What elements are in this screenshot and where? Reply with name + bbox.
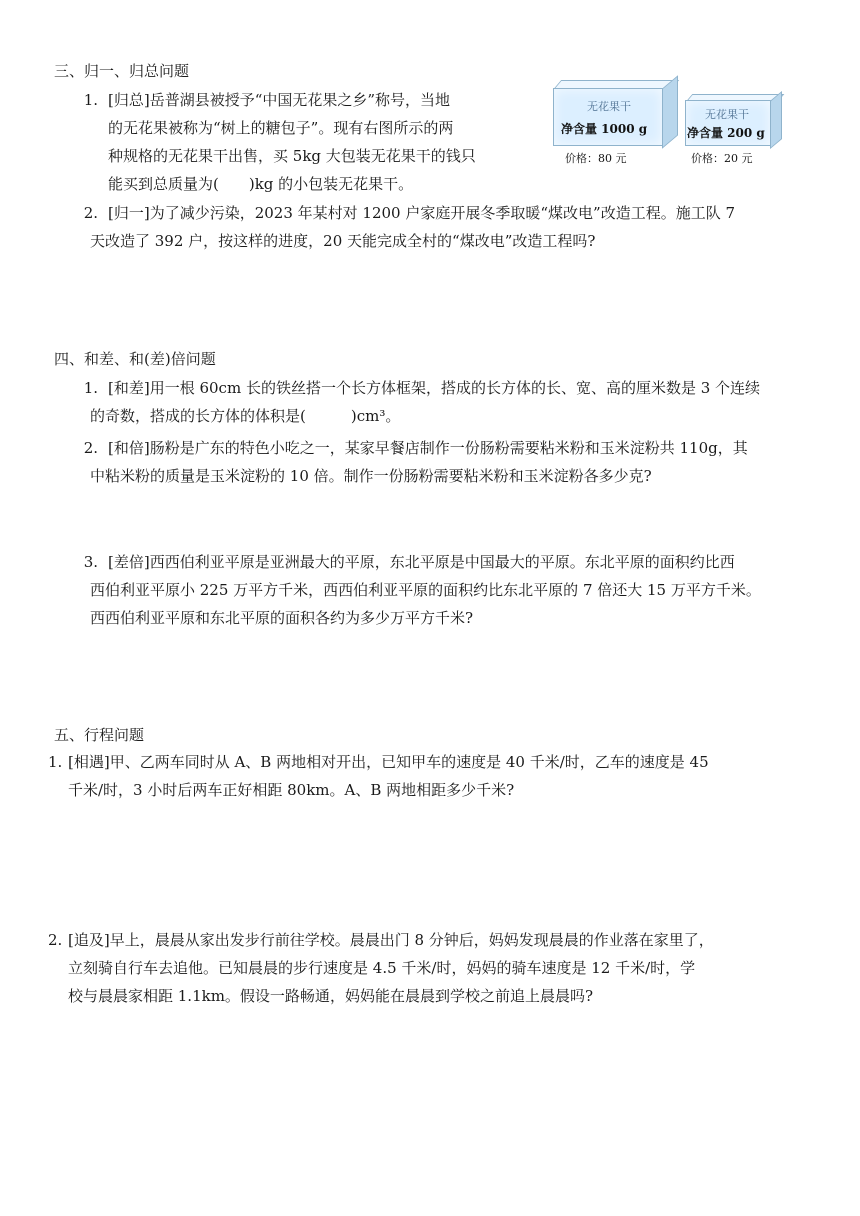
- small-package-weight: 净含量 200 g: [687, 126, 765, 140]
- question-number: 2.: [83, 204, 98, 222]
- question-line: 的奇数，搭成的长方体的体积是( )cm³。: [90, 407, 401, 425]
- question-line: 校与晨晨家相距 1.1km。假设一路畅通，妈妈能在晨晨到学校之前追上晨晨吗?: [68, 987, 593, 1005]
- question-text: [68, 748, 828, 804]
- question-line: [归总]岳普湖县被授予“中国无花果之乡”称号，当地: [108, 91, 451, 109]
- question-line: [差倍]西西伯利亚平原是亚洲最大的平原，东北平原是中国最大的平原。东北平原的面积约比西: [108, 553, 735, 571]
- product-illustration: [553, 80, 793, 170]
- question-line: 西伯利亚平原小 225 万平方千米，西西伯利亚平原的面积约比东北平原的 7 倍还大 15 万平方千米。: [90, 581, 761, 599]
- question-line: 的无花果被称为“树上的糖包子”。现有右图所示的两: [108, 119, 454, 137]
- question-4-2: [0, 434, 860, 494]
- large-package-weight: 净含量 1000 g: [561, 122, 648, 136]
- question-line: 立刻骑自行车去追他。已知晨晨的步行速度是 4.5 千米/时，妈妈的骑车速度是 12 千米/时，学: [68, 959, 696, 977]
- small-package-box: [685, 94, 785, 148]
- question-line: [和差]用一根 60cm 长的铁丝搭一个长方体框架，搭成的长方体的长、宽、高的厘米数是 3 个连续: [108, 379, 761, 397]
- question-number: 2.: [83, 439, 98, 457]
- question-text: [90, 548, 828, 632]
- question-line: [相遇]甲、乙两车同时从 A、B 两地相对开出，已知甲车的速度是 40 千米/时，乙车的速度是 45: [68, 753, 709, 771]
- question-number: 1.: [83, 379, 98, 397]
- question-4-3: [0, 548, 860, 638]
- question-3-2: [0, 199, 860, 259]
- question-5-2: [0, 926, 860, 1016]
- section-heading-4: 四、和差、和(差)倍问题: [54, 350, 216, 368]
- question-line: 中粘米粉的质量是玉米淀粉的 10 倍。制作一份肠粉需要粘米粉和玉米淀粉各多少克?: [90, 467, 652, 485]
- question-line: 西西伯利亚平原和东北平原的面积各约为多少万平方千米?: [90, 609, 474, 627]
- question-number: 1.: [83, 91, 98, 109]
- small-package-price: 价格：20 元: [691, 152, 753, 165]
- question-line: 天改造了 392 户，按这样的进度，20 天能完成全村的“煤改电”改造工程吗?: [90, 232, 596, 250]
- question-line: [追及]早上，晨晨从家出发步行前往学校。晨晨出门 8 分钟后，妈妈发现晨晨的作业落在家里了，: [68, 931, 714, 949]
- question-line: 千米/时，3 小时后两车正好相距 80km。A、B 两地相距多少千米?: [68, 781, 515, 799]
- question-text: [90, 434, 828, 490]
- question-line: [和倍]肠粉是广东的特色小吃之一，某家早餐店制作一份肠粉需要粘米粉和玉米淀粉共 110g，其: [108, 439, 748, 457]
- question-number: 1.: [48, 753, 63, 771]
- question-line: [归一]为了减少污染，2023 年某村对 1200 户家庭开展冬季取暖“煤改电”改造工程。施工队 7: [108, 204, 736, 222]
- large-package-name: 无花果干: [587, 100, 631, 113]
- large-package-price: 价格：80 元: [565, 152, 627, 165]
- question-4-1: [0, 374, 860, 434]
- question-text: [90, 199, 828, 255]
- question-5-1: [0, 748, 860, 808]
- question-text: [68, 926, 828, 1010]
- question-text: [108, 86, 518, 198]
- question-number: 3.: [83, 553, 98, 571]
- section-heading-5: 五、行程问题: [54, 726, 145, 744]
- small-package-name: 无花果干: [705, 108, 749, 121]
- question-line: 能买到总质量为( )kg 的小包装无花果干。: [108, 175, 414, 193]
- question-number: 2.: [48, 931, 63, 949]
- question-text: [90, 374, 828, 430]
- large-package-box: [553, 80, 679, 148]
- section-heading-3: 三、归一、归总问题: [54, 62, 190, 80]
- question-line: 种规格的无花果干出售，买 5kg 大包装无花果干的钱只: [108, 147, 476, 165]
